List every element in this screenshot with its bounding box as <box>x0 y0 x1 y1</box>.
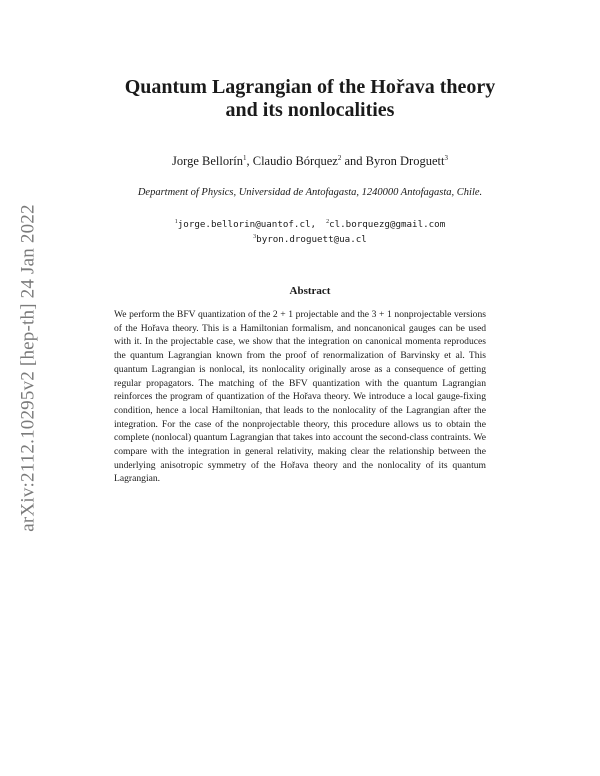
author-name: Byron Droguett <box>365 154 445 169</box>
author-mark: 2 <box>337 154 342 162</box>
email-line-1 <box>60 216 560 231</box>
email-mark: 1 <box>174 219 178 225</box>
abstract-text: We perform the BFV quantization of the 2 + 1 projectable and the 3 + 1 nonprojectable versions of the Hořava theory. This is a Hamiltonian formalism, and noncanonical gauges can be used with it. In the projectable case, we show that the integration on canonical momenta reproduces the quantum Lagrangian known from the proof of renormalization of Barvinsky et al. This quantum Lagrangian is nonlocal, its nonlocality originally arose as a consequence of getting regular propagators. The matching of the BFV quantization with the quantum Lagrangian reinforces the program of quantization of the Hořava theory. We introduce a local gauge-fixing condition, hence a local Hamiltonian, that leads to the nonlocality of the Lagrangian after the integration. For the case of the nonprojectable theory, this procedure allows us to obtain the complete (nonlocal) quantum Lagrangian that takes into account the second-class contraints. We compare with the integration in general relativity, making clear the relationship between the underlying anisotropic symmetry of the Hořava theory and the nonlocality of its quantum Lagrangian. <box>114 309 486 485</box>
email-mark: 2 <box>326 219 330 225</box>
title-line-1: Quantum Lagrangian of the Hořava theory <box>124 76 496 98</box>
title-line-2: and its nonlocalities <box>225 99 395 121</box>
email-line-2 <box>60 231 560 246</box>
author-list <box>60 154 560 169</box>
paper-title <box>60 76 560 122</box>
email-address[interactable]: jorge.bellorin@uantof.cl, <box>177 219 317 231</box>
author-affiliation: Department of Physics, Universidad de Antofagasta, 1240000 Antofagasta, Chile. <box>137 187 483 198</box>
author-name: Claudio Bórquez <box>252 154 338 169</box>
author-mark: 3 <box>444 154 448 162</box>
email-address[interactable]: cl.borquezg@gmail.com <box>329 219 446 231</box>
arxiv-identifier-stamp <box>18 195 40 540</box>
author-emails <box>60 216 560 246</box>
email-address[interactable]: byron.droguett@ua.cl <box>256 234 367 246</box>
author-separator: , <box>246 154 253 169</box>
author-name: Jorge Bellorín <box>172 154 243 169</box>
abstract-heading: Abstract <box>289 285 331 297</box>
arxiv-identifier-text: arXiv:2112.10295v2 [hep-th] 24 Jan 2022 <box>18 203 39 532</box>
email-mark: 3 <box>253 234 257 241</box>
author-mark: 1 <box>243 154 247 162</box>
author-separator: and <box>341 154 366 169</box>
